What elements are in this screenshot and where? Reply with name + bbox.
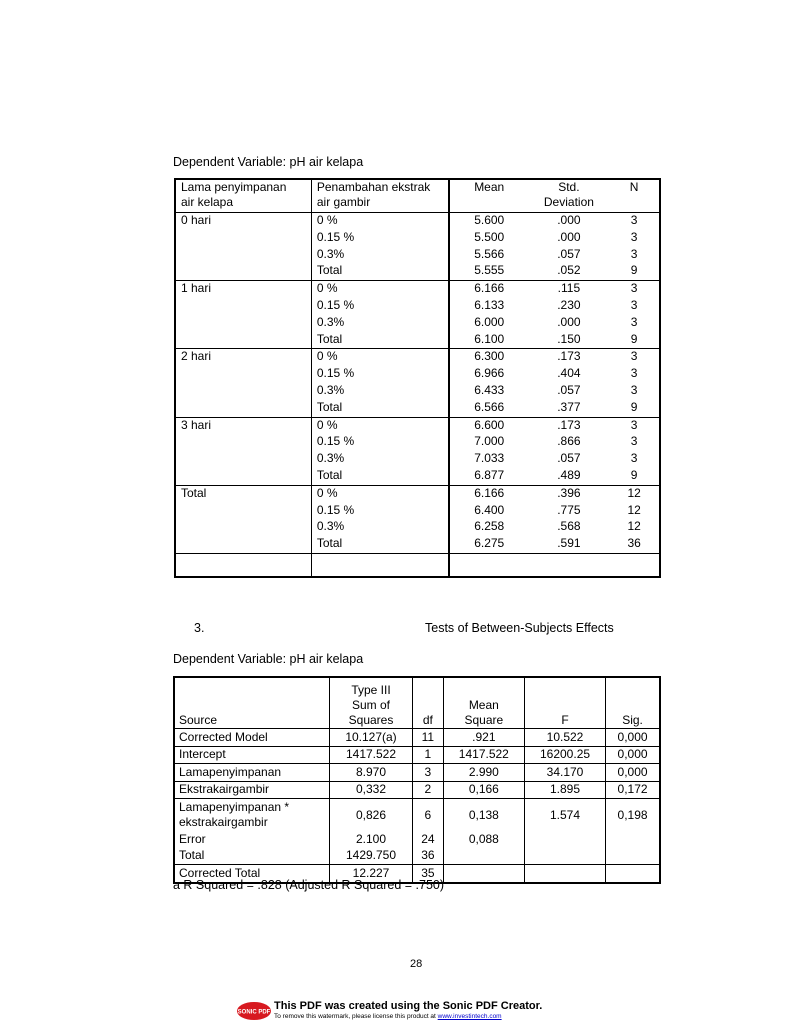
f-cell <box>524 848 605 865</box>
n-value: 12 <box>627 502 641 517</box>
n-value: 3 <box>630 314 638 329</box>
table-row <box>175 519 660 536</box>
df-cell: 35 <box>413 865 444 883</box>
extract-level: Total <box>311 263 448 280</box>
header-penambahan-ekstrak <box>311 179 448 213</box>
std-value: .150 <box>557 331 581 346</box>
mean-value: 6.400 <box>474 502 505 517</box>
page-number: 28 <box>410 958 423 970</box>
n-value: 3 <box>630 213 638 227</box>
table-row <box>175 332 660 349</box>
tests-header-row <box>174 677 660 729</box>
table-row <box>175 263 660 280</box>
table-row <box>175 230 660 247</box>
table-row <box>175 281 660 298</box>
group-label: 1 hari <box>175 281 311 298</box>
watermark-title: This PDF was created using the Sonic PDF Creator. <box>274 1000 543 1012</box>
df-cell: 6 <box>413 799 444 832</box>
sig-cell: 0,000 <box>606 746 660 764</box>
ss-cell: 0,332 <box>330 781 413 799</box>
extract-level: 0.3% <box>311 519 448 536</box>
std-value: .000 <box>557 213 581 227</box>
sonic-pdf-logo-icon <box>236 1000 272 1022</box>
mean-value: 6.133 <box>474 297 505 312</box>
table-row <box>174 781 660 799</box>
n-value: 3 <box>630 246 638 261</box>
mean-value: 5.555 <box>474 263 505 278</box>
mean-value: 6.258 <box>474 519 505 534</box>
extract-level: 0.15 % <box>311 434 448 451</box>
n-value: 9 <box>630 331 638 346</box>
header-sum-of-squares <box>330 677 413 729</box>
group-label <box>175 332 311 349</box>
extract-level: Total <box>311 332 448 349</box>
std-value: .489 <box>557 467 581 482</box>
ss-cell: 8.970 <box>330 764 413 782</box>
table-row <box>175 383 660 400</box>
mean-value: 6.600 <box>449 417 529 434</box>
extract-level: Total <box>311 400 448 417</box>
source-cell: Total <box>174 848 330 865</box>
header-df: df <box>413 677 444 729</box>
header-sig: Sig. <box>606 677 660 729</box>
mean-value: 5.600 <box>474 213 505 227</box>
header-mean-square-line: Square <box>464 713 504 727</box>
std-value: .866 <box>557 434 581 449</box>
extract-level: 0.3% <box>311 383 448 400</box>
sig-cell <box>606 865 660 883</box>
ms-cell: 0,088 <box>443 831 524 848</box>
header-mean-square <box>443 677 524 729</box>
extract-level: 0.15 % <box>311 503 448 520</box>
mean-value: 5.566 <box>474 246 505 261</box>
watermark-subtitle <box>274 1013 502 1020</box>
empty-cell <box>449 553 529 577</box>
extract-level: 0.3% <box>311 451 448 468</box>
section-number: 3. <box>194 621 205 635</box>
mean-value: 6.566 <box>474 399 505 414</box>
tests-title: Tests of Between-Subjects Effects <box>425 621 614 635</box>
df-cell: 24 <box>413 831 444 848</box>
mean-value: 6.166 <box>449 281 529 298</box>
n-value: 3 <box>609 417 660 434</box>
f-cell <box>524 831 605 848</box>
std-value: .591 <box>557 536 581 551</box>
source-cell: Intercept <box>174 746 330 764</box>
group-label <box>175 451 311 468</box>
mean-value: 6.000 <box>474 314 505 329</box>
group-label <box>175 434 311 451</box>
group-label <box>175 263 311 280</box>
header-std-deviation <box>529 179 610 213</box>
std-value: .057 <box>557 382 581 397</box>
source-cell: Error <box>174 831 330 848</box>
std-value: .396 <box>529 485 610 502</box>
source-cell: Corrected Model <box>174 729 330 747</box>
source-cell: Lamapenyimpanan <box>174 764 330 782</box>
table-row <box>175 503 660 520</box>
n-value: 9 <box>630 467 638 482</box>
f-cell <box>524 865 605 883</box>
header-lama-penyimpanan-line: Lama penyimpanan <box>181 180 287 194</box>
n-value: 3 <box>630 434 638 449</box>
group-label <box>175 315 311 332</box>
empty-cell <box>175 553 311 577</box>
mean-value: 6.877 <box>474 467 505 482</box>
group-label <box>175 400 311 417</box>
table-row <box>174 799 660 832</box>
group-label <box>175 247 311 264</box>
header-sum-of-squares-line: Type III <box>351 683 391 697</box>
extract-level: 0.3% <box>311 247 448 264</box>
mean-value: 5.500 <box>474 229 505 244</box>
sig-cell: 0,172 <box>606 781 660 799</box>
ms-cell: 2.990 <box>443 764 524 782</box>
group-label: 0 hari <box>175 213 311 230</box>
f-cell: 1.574 <box>524 799 605 832</box>
table-row <box>175 315 660 332</box>
group-label <box>175 503 311 520</box>
mean-value: 7.033 <box>474 451 505 466</box>
desc-header-row <box>175 179 660 213</box>
table-row <box>175 485 660 502</box>
sig-cell: 0,000 <box>606 764 660 782</box>
f-cell: 1.895 <box>524 781 605 799</box>
desc-empty-row <box>175 553 660 577</box>
ss-cell: 10.127(a) <box>330 729 413 747</box>
ss-cell: 1429.750 <box>330 848 413 865</box>
source-cell: Corrected Total <box>174 865 330 883</box>
tests-caption: Dependent Variable: pH air kelapa <box>173 652 364 666</box>
watermark <box>236 1000 576 1022</box>
header-mean: Mean <box>449 179 529 213</box>
header-f: F <box>524 677 605 729</box>
extract-level: 0 % <box>311 485 448 502</box>
extract-level: 0.3% <box>311 315 448 332</box>
sig-cell: 0,000 <box>606 729 660 747</box>
group-label: 3 hari <box>175 417 311 434</box>
table-row <box>174 831 660 848</box>
empty-cell <box>609 553 660 577</box>
table-row <box>175 366 660 383</box>
tests-footnote: a R Squared = .828 (Adjusted R Squared = .750) <box>173 878 445 892</box>
extract-level: 0.15 % <box>311 298 448 315</box>
df-cell: 2 <box>413 781 444 799</box>
std-value: .115 <box>529 281 610 298</box>
ms-cell: 1417.522 <box>443 746 524 764</box>
mean-value: 7.000 <box>474 434 505 449</box>
mean-value: 6.966 <box>474 366 505 381</box>
header-std-deviation-line: Std. <box>558 180 580 194</box>
std-value: .775 <box>557 502 581 517</box>
n-value: 3 <box>630 382 638 397</box>
table-row <box>175 213 660 230</box>
empty-cell <box>529 553 610 577</box>
f-cell: 10.522 <box>524 729 605 747</box>
mean-value: 6.433 <box>474 382 505 397</box>
source-cell: Lamapenyimpanan * ekstrakairgambir <box>174 799 330 832</box>
group-label <box>175 298 311 315</box>
std-value: .057 <box>557 451 581 466</box>
table-row <box>175 400 660 417</box>
header-penambahan-ekstrak-line: air gambir <box>316 195 371 209</box>
source-cell: Ekstrakairgambir <box>174 781 330 799</box>
table-row <box>174 746 660 764</box>
ms-cell <box>443 848 524 865</box>
n-value: 9 <box>630 263 638 278</box>
header-sum-of-squares-line: Squares <box>348 713 394 727</box>
ss-cell: 12.227 <box>330 865 413 883</box>
ms-cell: .921 <box>443 729 524 747</box>
std-value: .000 <box>557 229 581 244</box>
f-cell: 16200.25 <box>524 746 605 764</box>
n-value: 3 <box>630 229 638 244</box>
table-row <box>175 349 660 366</box>
n-value: 12 <box>627 519 641 534</box>
df-cell: 36 <box>413 848 444 865</box>
ms-cell <box>443 865 524 883</box>
std-value: .000 <box>557 314 581 329</box>
descriptive-statistics-table <box>174 178 661 578</box>
group-label <box>175 230 311 247</box>
logo-text: SONIC PDF <box>237 1009 271 1016</box>
std-value: .057 <box>557 246 581 261</box>
extract-level: 0 % <box>311 281 448 298</box>
n-value: 36 <box>627 536 641 551</box>
header-n: N <box>609 179 660 213</box>
table-row <box>174 764 660 782</box>
table-row <box>175 451 660 468</box>
mean-value: 6.100 <box>474 331 505 346</box>
n-value: 3 <box>609 349 660 366</box>
mean-value: 6.300 <box>449 349 529 366</box>
df-cell: 11 <box>413 729 444 747</box>
extract-level: Total <box>311 536 448 553</box>
df-cell: 1 <box>413 746 444 764</box>
group-label <box>175 383 311 400</box>
ss-cell: 0,826 <box>330 799 413 832</box>
n-value: 3 <box>609 281 660 298</box>
header-sum-of-squares-line: Sum of <box>351 698 390 712</box>
header-source: Source <box>174 677 330 729</box>
n-value: 12 <box>609 485 660 502</box>
mean-value: 6.166 <box>449 485 529 502</box>
ms-cell: 0,166 <box>443 781 524 799</box>
table-row <box>175 536 660 553</box>
sig-cell <box>606 831 660 848</box>
std-value: .404 <box>557 366 581 381</box>
table-row <box>174 729 660 747</box>
table-row <box>175 417 660 434</box>
table-row <box>175 434 660 451</box>
std-value: .568 <box>557 519 581 534</box>
mean-value: 6.275 <box>474 536 505 551</box>
header-std-deviation-line: Deviation <box>543 195 594 209</box>
n-value: 3 <box>630 297 638 312</box>
group-label <box>175 536 311 553</box>
std-value: .173 <box>529 349 610 366</box>
sig-cell: 0,198 <box>617 807 648 822</box>
group-label <box>175 519 311 536</box>
extract-level: 0 % <box>311 349 448 366</box>
ms-cell: 0,138 <box>443 799 524 832</box>
table-row <box>175 468 660 485</box>
group-label <box>175 468 311 485</box>
table-row <box>175 298 660 315</box>
f-cell: 34.170 <box>524 764 605 782</box>
df-cell: 3 <box>413 764 444 782</box>
extract-level: 0.15 % <box>311 230 448 247</box>
between-subjects-effects-table <box>173 676 661 884</box>
header-lama-penyimpanan <box>175 179 311 213</box>
ss-cell: 1417.522 <box>330 746 413 764</box>
table-row <box>175 247 660 264</box>
n-value: 3 <box>630 366 638 381</box>
watermark-subtitle-text: To remove this watermark, please license this product at <box>274 1013 438 1020</box>
n-value: 3 <box>630 451 638 466</box>
header-mean-square-line: Mean <box>468 698 499 712</box>
header-penambahan-ekstrak-line: Penambahan ekstrak <box>316 180 431 194</box>
std-value: .173 <box>529 417 610 434</box>
extract-level: 0.15 % <box>311 366 448 383</box>
header-lama-penyimpanan-line: air kelapa <box>181 195 234 209</box>
n-value: 9 <box>630 399 638 414</box>
extract-level: 0 % <box>311 417 448 434</box>
std-value: .052 <box>557 263 581 278</box>
desc-caption: Dependent Variable: pH air kelapa <box>173 155 364 169</box>
group-label: Total <box>175 485 311 502</box>
ss-cell: 2.100 <box>330 831 413 848</box>
table-row <box>174 848 660 865</box>
extract-level: 0 % <box>311 213 448 230</box>
std-value: .377 <box>557 399 581 414</box>
empty-cell <box>311 553 448 577</box>
group-label: 2 hari <box>175 349 311 366</box>
watermark-link[interactable]: www.investintech.com <box>437 1013 502 1020</box>
std-value: .230 <box>557 297 581 312</box>
extract-level: Total <box>311 468 448 485</box>
sig-cell <box>606 848 660 865</box>
group-label <box>175 366 311 383</box>
